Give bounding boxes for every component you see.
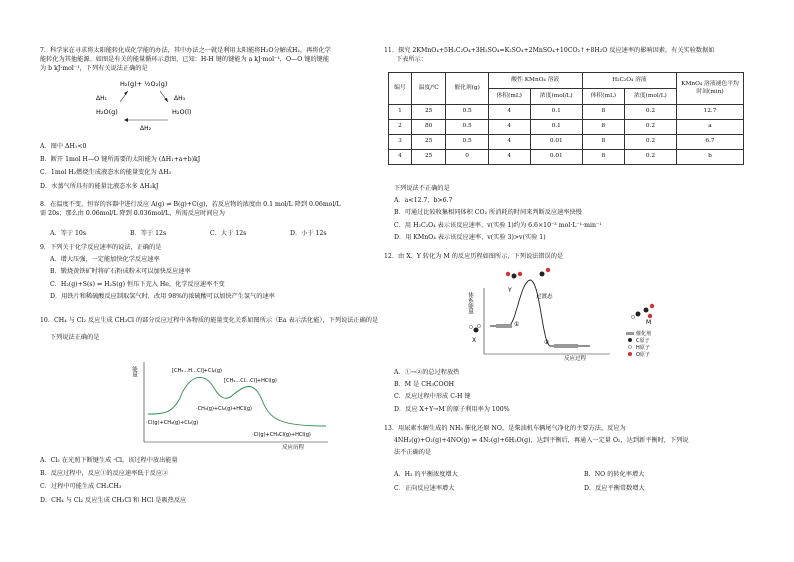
q11-line1: 11．探究 2KMnO₄+5H₂C₂O₄+3H₂SO₄=K₂SO₄+2MnSO₄+10CO₂↑+8H₂O 反应速率的影响因素，有关实验数据如	[384, 47, 715, 54]
q12-options	[384, 368, 752, 414]
q8-option-c: C．大于 12s	[210, 230, 247, 237]
q8-line1: 8．在温度不变、恒容的容器中进行反应 A(g) ⇌ B(g)+C(g)，若反应物的浓度由 0.1 mol/L 降到 0.06mol/L	[40, 201, 341, 208]
table-cell: a	[677, 120, 744, 135]
q10-mid-label: ·CH₃(g)+Cl₂(g)+HCl(g)	[196, 406, 252, 412]
subheader-h2c2o4-conc: 浓度(mol/L)	[624, 89, 676, 105]
q11-option-d: D．用 KMnO₄ 表示该反应速率，v(实验 3)>v(实验 1)	[394, 233, 546, 241]
subheader-kmno4-volume: 体积(mL)	[488, 89, 530, 105]
legend-catalyst: 催化剂	[636, 331, 652, 337]
legend-c-swatch	[628, 338, 632, 342]
molecule-m-o-atom	[648, 314, 652, 318]
header-kmno4: 酸性 KMnO₄ 溶液	[488, 73, 582, 89]
table-cell: 0.5	[446, 135, 488, 150]
table-cell: 25	[411, 105, 446, 120]
q7-option-b: B．断开 1mol H—O 键所需要的太阳能为 (ΔH₁+a+b)kJ	[40, 156, 201, 164]
q10-option-b: B．反应过程中，反应①的反应速率低于反应②	[40, 470, 169, 478]
legend-o-atom: O原子	[636, 352, 650, 358]
molecule-x-h-atom	[477, 324, 480, 327]
q7-line1: 7．科学家在寻求将太阳能转化成化学能的办法，其中办法之一就是利用太阳能将H₂O分解成H₂，再将化学	[40, 47, 331, 54]
table-cell: 0.5	[446, 120, 488, 135]
molecule-m-c-atom	[636, 312, 641, 317]
q8-line2: 需 20s；那么由 0.06mol/L 降到 0.036mol/L，所需反应时间应为	[40, 210, 225, 218]
q10-options	[40, 456, 368, 505]
q12-label-m: M	[646, 319, 652, 326]
legend-catalyst-swatch	[626, 332, 634, 335]
question-7	[40, 46, 368, 74]
legend-c-atom: C原子	[636, 338, 650, 344]
q9-option-c: C．H₂(g)+S(s) ⇌ H₂S(g) 恒压下充入 He，化学反应速率不变	[50, 280, 225, 288]
q12-option-c: C．反应过程中形成 C-H 键	[394, 393, 471, 401]
table-cell: 25	[411, 150, 446, 165]
table-cell: 4	[488, 105, 530, 120]
q9-option-a: A．增大压强，一定能加快化学反应速率	[50, 256, 160, 264]
right-column	[384, 0, 752, 562]
q12-option-b: B．M 是 CH₃COOH	[394, 381, 455, 389]
table-row	[389, 105, 744, 120]
q10-option-c: C．过程中可能生成 CH₂CH₃	[40, 483, 122, 491]
table-cell: 4	[488, 150, 530, 165]
header-temperature: 温度/℃	[411, 73, 446, 105]
header-catalyst: 催化剂(g)	[446, 73, 488, 105]
question-8	[40, 200, 368, 218]
table-cell: 6.7	[677, 135, 744, 150]
table-cell: 3	[389, 135, 412, 150]
q10-line1: 10．CH₄ 与 Cl₂ 反应生成 CH₃Cl 的部分反应过程中各物质的能量变化关系如图所示（Ea 表示活化能），下列说法正确的是	[40, 317, 379, 324]
q12-ts-label: 过渡态	[536, 294, 553, 300]
q10-xlabel: 反应历程	[282, 445, 305, 451]
q12-line1: 12．由 X、Y 转化为 M 的反应历程如图所示，下列说法错误的是	[384, 253, 564, 260]
table-header-row	[389, 73, 744, 89]
q11-option-a: A．a<12.7，b>6.7	[394, 197, 453, 205]
q7-option-a: A．图中 ΔH₁<0	[40, 143, 87, 150]
q11-option-c: C．用 H₂C₂O₄ 表示该反应速率，v(实验 1)约为 6.6×10⁻³ mol·L⁻¹·min⁻¹	[394, 221, 602, 229]
molecule-ts-o-atom	[546, 268, 550, 272]
catalyst-surface-2	[554, 344, 578, 348]
table-cell: 0.01	[530, 135, 582, 150]
q10-energy-profile-chart	[132, 358, 332, 452]
q7-options	[40, 142, 368, 191]
table-cell: 0.1	[530, 120, 582, 135]
table-cell: 0.5	[446, 105, 488, 120]
q12-profile-curve	[490, 280, 590, 346]
table-cell: 0.1	[530, 105, 582, 120]
q13-line3: 法不正确的是	[394, 449, 432, 457]
q11-options	[384, 184, 752, 242]
q11-data-table	[388, 72, 744, 165]
table-cell: 8	[582, 105, 624, 120]
q8-option-d: D．小于 12s	[290, 230, 327, 237]
q10-profile-curve	[148, 377, 326, 426]
q10-option-d: D．CH₄ 与 Cl₂ 反应生成 CH₃Cl 和 HCl 是吸热反应	[40, 496, 187, 504]
table-row	[389, 135, 744, 150]
q12-xlabel: 反应过程	[564, 356, 587, 362]
molecule-y-o-atom	[518, 272, 522, 276]
q12-step2-label: ②	[544, 339, 550, 346]
molecule-m-h-atom	[631, 315, 634, 318]
table-cell: 8	[582, 150, 624, 165]
q10-start-label: ·Cl(g)+CH₄(g)+Cl₂(g)	[146, 420, 199, 426]
subheader-h2c2o4-volume: 体积(mL)	[582, 89, 624, 105]
q13-option-c: C．正向反应速率增大	[394, 485, 455, 492]
table-row	[389, 150, 744, 165]
subheader-kmno4-conc: 浓度(mol/L)	[530, 89, 582, 105]
q10-ts1-label: [CH₃…H…Cl]+Cl₂(g)	[172, 368, 222, 374]
table-cell: 4	[488, 135, 530, 150]
q10-ts2-label: [CH₃…Cl…Cl]+HCl(g)	[224, 378, 277, 384]
table-cell: 0.2	[624, 120, 676, 135]
q7-dh2-label: ΔH₂	[140, 125, 152, 132]
table-cell: 8	[582, 135, 624, 150]
q13-option-b: B．NO 的转化率增大	[584, 471, 645, 478]
question-13	[384, 424, 752, 458]
table-cell: 0	[446, 150, 488, 165]
q7-option-c: C．1mol H₂燃烧生成液态水的能量变化为 ΔH₃	[40, 169, 172, 177]
question-9	[40, 243, 368, 301]
legend-h-swatch	[628, 345, 631, 348]
q10-ylabel: 能量	[131, 366, 137, 377]
q7-dh1-label: ΔH₁	[96, 95, 108, 102]
q7-left-label: H₂O(g)	[96, 108, 118, 116]
q12-ylabel: 体系能量	[467, 292, 473, 314]
table-row	[389, 120, 744, 135]
q7-dh3-label: ΔH₃	[174, 95, 186, 102]
molecule-x-c-atom	[474, 328, 479, 333]
molecule-x-h-atom	[469, 325, 472, 328]
molecule-y-c-atom	[512, 274, 517, 279]
q9-option-b: B．锻烧黄铁矿时将矿石粉成粉末可以加快反应速率	[50, 268, 191, 276]
table-cell: 8	[582, 120, 624, 135]
molecule-ts-c-atom	[540, 272, 545, 277]
question-12	[384, 252, 752, 261]
q8-option-b: B．等于 12s	[130, 230, 167, 237]
q13-line1: 13．用尿素水解生成的 NH₃ 催化还原 NO，是柴油机车辆尾气净化的主要方法。反应为	[384, 425, 626, 432]
legend-h-atom: H原子	[636, 345, 650, 351]
table-cell: 0.2	[624, 135, 676, 150]
header-h2c2o4: H₂C₂O₄ 溶液	[582, 73, 676, 89]
molecule-m-o-atom	[650, 304, 654, 308]
q7-option-d: D．水蒸气所具有的能量比液态水多 ΔH₂kJ	[40, 182, 159, 190]
q10-end-label: ·Cl(g)+CH₃Cl(g)+HCl(g)	[252, 432, 311, 438]
question-11	[384, 46, 752, 64]
table-cell: 2	[389, 120, 412, 135]
question-10	[40, 316, 379, 342]
table-cell: 4	[488, 120, 530, 135]
q7-line2: 能转化为其他能源。如图是有关的能量循环示意图，已知：H-H 键的键能为 a kJ·mol⁻¹，O—O 键的键能	[40, 56, 330, 64]
q11-line3: 下列说法不正确的是	[394, 185, 450, 192]
header-id: 编号	[389, 73, 412, 105]
left-column	[40, 0, 379, 562]
table-cell: b	[677, 150, 744, 165]
q10-line2: 下列说法正确的是	[50, 334, 100, 342]
table-cell: 0.2	[624, 150, 676, 165]
catalyst-surface-1	[496, 324, 512, 328]
q12-label-x: X	[472, 337, 477, 344]
table-cell: 0.01	[530, 150, 582, 165]
table-cell: 25	[411, 135, 446, 150]
q13-option-d: D．反应平衡常数增大	[584, 485, 645, 492]
legend-o-swatch	[628, 352, 632, 356]
q7-line3: 为 b kJ·mol⁻¹，下列有关说法正确的是	[40, 65, 148, 73]
q8-option-a: A．等于 10s	[50, 230, 87, 237]
table-cell: 0.2	[624, 105, 676, 120]
q12-label-y: Y	[508, 287, 512, 294]
q7-right-label: H₂O(l)	[172, 108, 192, 116]
q12-step1-label: ①	[514, 321, 520, 328]
molecule-m-c-atom	[644, 308, 649, 313]
q10-option-a: A．Cl₂ 在光照下断键生成 ·Cl，该过程中放出能量	[40, 457, 178, 464]
molecule-y-o-atom	[506, 272, 510, 276]
q7-energy-cycle-diagram	[90, 74, 210, 136]
q9-option-d: D．用铁片和稀硫酸反应制取氢气时，改用 98%的浓硫酸可以加快产生氢气的速率	[50, 292, 275, 300]
table-cell: 12.7	[677, 105, 744, 120]
q13-line2: 4NH₃(g)+O₂(g)+4NO(g) ⇌ 4N₂(g)+6H₂O(g)，达到平衡后，再通入一定量 O₂，达到新平衡时，下列说	[394, 437, 689, 445]
q12-option-a: A．①→②的总过程放热	[394, 369, 460, 376]
q13-option-a: A．H₂ 的平衡浓度增大	[394, 471, 458, 478]
q11-line2: 下表所示：	[396, 56, 427, 64]
header-fade-time: KMnO₄ 溶液褪色平均时间(min)	[677, 73, 744, 105]
table-cell: 80	[411, 120, 446, 135]
q12-reaction-profile-chart	[450, 262, 680, 364]
q12-option-d: D．反应 X+Y→M 的原子利用率为 100%	[394, 405, 510, 413]
q9-line1: 9．下列关于化学反应速率的说法，正确的是	[40, 244, 162, 251]
q11-option-b: B．可通过比较收集相同体积 CO₂ 所消耗的时间来判断反应速率快慢	[394, 209, 582, 217]
q7-top-label: H₂(g)+ ½O₂(g)	[120, 80, 168, 88]
table-cell: 4	[389, 150, 412, 165]
table-cell: 1	[389, 105, 412, 120]
